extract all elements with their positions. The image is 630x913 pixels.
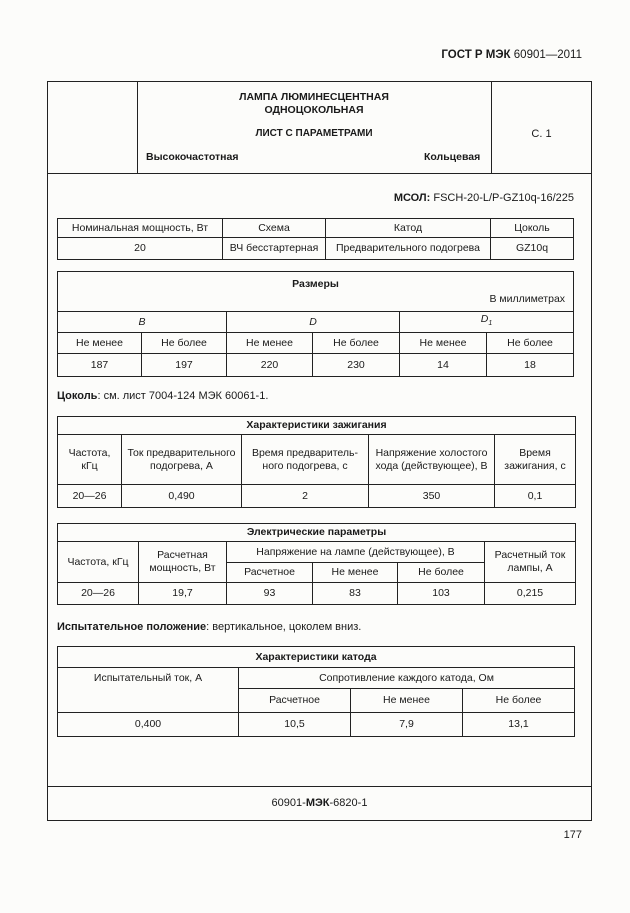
dim-sub-header: Не более	[142, 333, 227, 354]
electrical-value: 93	[227, 583, 313, 605]
cathode-value: 0,400	[58, 713, 239, 737]
lamp-type-right: Кольцевая	[424, 151, 481, 163]
ignition-header-preheat-time: Время предваритель-ного подогрева, с	[242, 435, 369, 485]
electrical-value: 103	[398, 583, 485, 605]
electrical-value: 83	[313, 583, 398, 605]
standard-header	[441, 49, 582, 61]
msol-value: FSCH-20-L/P-GZ10q-16/225	[433, 192, 574, 204]
electrical-sub-header: Расчетное	[227, 563, 313, 583]
msol-label: МСОЛ:	[393, 192, 431, 204]
dim-value: 197	[142, 354, 227, 377]
cathode-sub-header: Не более	[463, 689, 575, 713]
electrical-sub-header: Не менее	[313, 563, 398, 583]
dim-value: 220	[227, 354, 313, 377]
sheet-title	[137, 91, 491, 117]
standard-code-bold: ГОСТ Р МЭК	[441, 49, 511, 61]
dim-sub-header: Не менее	[58, 333, 142, 354]
dimensions-table	[57, 271, 574, 377]
cathode-value: 10,5	[239, 713, 351, 737]
sheet-title-line2: ОДНОЦОКОЛЬНАЯ	[264, 104, 364, 116]
cathode-value: 7,9	[351, 713, 463, 737]
cathode-title: Характеристики катода	[58, 647, 575, 668]
ignition-value: 20—26	[58, 485, 122, 508]
standard-code-rest: 60901—2011	[513, 49, 582, 61]
dim-value: 187	[58, 354, 142, 377]
footer-top-line	[47, 786, 592, 787]
electrical-table	[57, 523, 576, 605]
test-position-label: Испытательное положение	[57, 621, 207, 633]
electrical-header-frequency: Частота, кГц	[58, 542, 139, 583]
dim-group-b: B	[58, 312, 227, 333]
cathode-sub-header: Не менее	[351, 689, 463, 713]
col-header-cap: Цоколь	[491, 219, 574, 238]
ignition-value: 350	[369, 485, 495, 508]
sheet-code	[47, 797, 592, 809]
main-parameters-table	[57, 218, 574, 260]
col-header-cathode: Катод	[326, 219, 491, 238]
electrical-sub-header: Не более	[398, 563, 485, 583]
dimensions-unit: В миллиметрах	[489, 293, 566, 305]
electrical-value: 19,7	[139, 583, 227, 605]
ignition-header-preheat-current: Ток предварительного подогрева, А	[122, 435, 242, 485]
test-position-text: : вертикальное, цоколем вниз.	[206, 621, 362, 633]
electrical-title: Электрические параметры	[58, 524, 576, 542]
cathode-header-resistance: Сопротивление каждого катода, Ом	[239, 668, 575, 689]
title-divider-right	[491, 81, 492, 173]
dim-sub-header: Не менее	[227, 333, 313, 354]
dim-group-d1	[400, 312, 574, 333]
ignition-header-frequency: Частота, кГц	[58, 435, 122, 485]
dim-value: 14	[400, 354, 487, 377]
cell-cathode: Предварительного подогрева	[326, 238, 491, 260]
dim-value: 230	[313, 354, 400, 377]
page-reference: С. 1	[531, 128, 552, 140]
ignition-value: 0,1	[495, 485, 576, 508]
dimensions-title-cell	[58, 272, 574, 312]
dim-sub-header: Не более	[313, 333, 400, 354]
dim-group-d: D	[227, 312, 400, 333]
dim-group-d1-sub: 1	[488, 320, 493, 328]
sheet-code-suffix: -6820-1	[329, 797, 368, 809]
ignition-value: 0,490	[122, 485, 242, 508]
lamp-type-left: Высокочастотная	[146, 151, 239, 163]
cap-note-label: Цоколь	[57, 390, 98, 402]
electrical-header-current: Расчетный ток лампы, А	[485, 542, 576, 583]
msol-designation	[394, 192, 574, 204]
ignition-header-open-voltage: Напряжение холостого хода (действующее), В	[369, 435, 495, 485]
dim-value: 18	[487, 354, 574, 377]
electrical-header-power: Расчетная мощность, Вт	[139, 542, 227, 583]
sheet-code-bold: МЭК	[305, 797, 330, 809]
sheet-title-line1: ЛАМПА ЛЮМИНЕСЦЕНТНАЯ	[239, 91, 389, 103]
cell-cap: GZ10q	[491, 238, 574, 260]
electrical-value: 20—26	[58, 583, 139, 605]
dim-sub-header: Не менее	[400, 333, 487, 354]
dim-sub-header: Не более	[487, 333, 574, 354]
ignition-title: Характеристики зажигания	[58, 417, 576, 435]
cell-circuit: ВЧ бесстартерная	[223, 238, 326, 260]
dimensions-title: Размеры	[292, 278, 339, 290]
sheet-code-prefix: 60901-	[271, 797, 306, 809]
cathode-sub-header: Расчетное	[239, 689, 351, 713]
title-bottom-line	[47, 173, 592, 174]
electrical-value: 0,215	[485, 583, 576, 605]
ignition-value: 2	[242, 485, 369, 508]
cap-note-text: : см. лист 7004-124 МЭК 60061-1.	[97, 390, 269, 402]
col-header-circuit: Схема	[223, 219, 326, 238]
dim-group-d1-letter: D	[480, 313, 489, 326]
page-number: 177	[563, 829, 582, 841]
col-header-power: Номинальная мощность, Вт	[58, 219, 223, 238]
electrical-header-voltage: Напряжение на лампе (действующее), В	[227, 542, 485, 563]
ignition-table	[57, 416, 576, 508]
cathode-header-test-current: Испытательный ток, А	[58, 668, 239, 713]
ignition-header-ignition-time: Время зажигания, с	[495, 435, 576, 485]
cathode-value: 13,1	[463, 713, 575, 737]
test-position-note	[57, 621, 361, 633]
cathode-table	[57, 646, 575, 737]
cap-note	[57, 390, 268, 402]
cell-power: 20	[58, 238, 223, 260]
sheet-subtitle: ЛИСТ С ПАРАМЕТРАМИ	[255, 128, 373, 139]
